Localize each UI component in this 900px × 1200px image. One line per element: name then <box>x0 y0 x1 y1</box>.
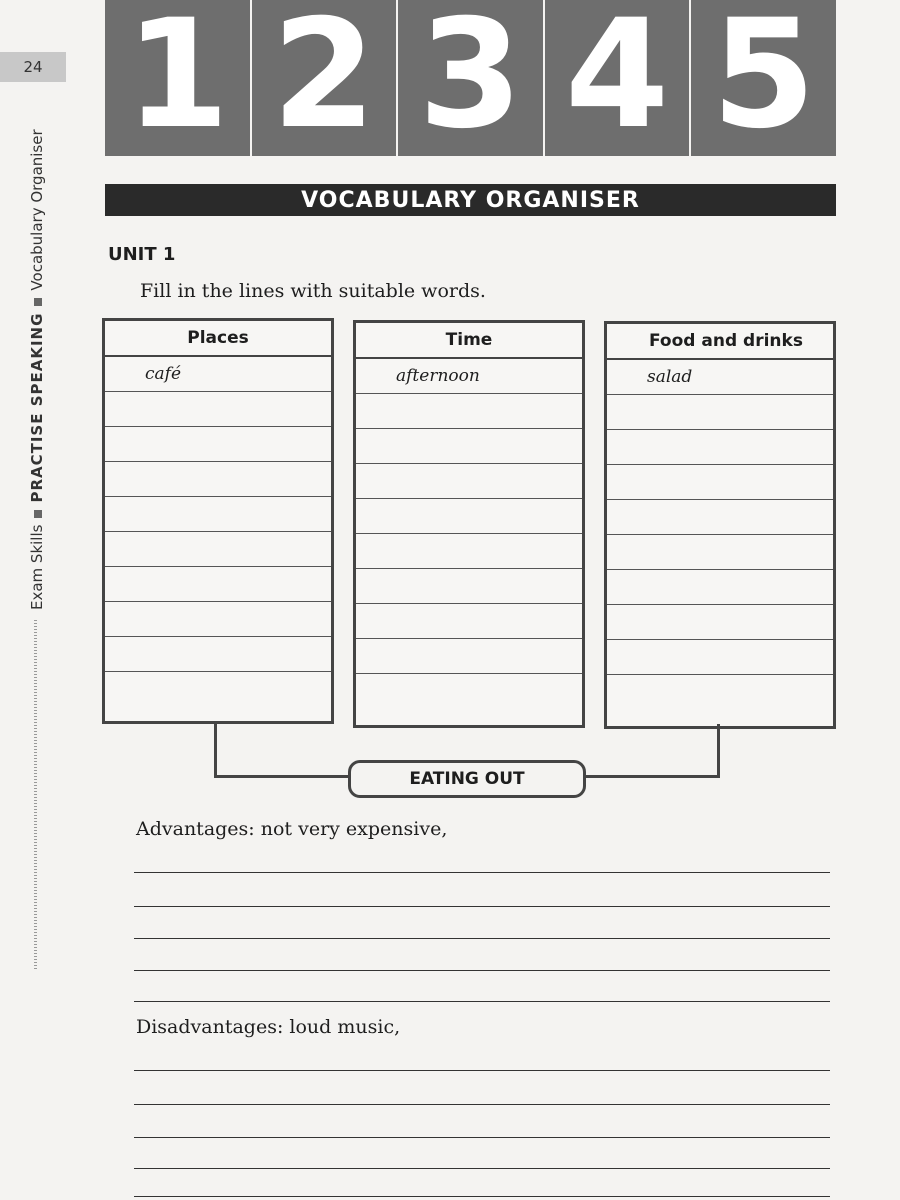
side-header-practise-speaking: PRACTISE SPEAKING <box>28 312 46 503</box>
answer-line[interactable] <box>356 674 582 709</box>
side-running-header <box>28 129 46 610</box>
answer-line[interactable] <box>356 464 582 499</box>
answer-line[interactable] <box>105 532 331 567</box>
answer-line[interactable]: café <box>105 357 331 392</box>
square-bullet-icon <box>34 510 42 518</box>
answer-line[interactable] <box>105 427 331 462</box>
column-header-food-and-drinks: Food and drinks <box>607 324 833 360</box>
answer-line[interactable] <box>607 395 833 430</box>
answer-line[interactable] <box>105 392 331 427</box>
answer-line[interactable] <box>356 429 582 464</box>
answer-line[interactable] <box>607 640 833 675</box>
center-topic-box: EATING OUT <box>348 760 586 798</box>
section-title: VOCABULARY ORGANISER <box>105 184 836 216</box>
answer-line[interactable] <box>105 602 331 637</box>
answer-line[interactable] <box>607 430 833 465</box>
answer-line[interactable] <box>105 462 331 497</box>
side-dotted-line <box>34 620 37 970</box>
answer-line[interactable] <box>356 394 582 429</box>
instruction-text: Fill in the lines with suitable words. <box>140 280 486 302</box>
unit-number-5: 5 <box>711 0 816 162</box>
square-bullet-icon <box>34 298 42 306</box>
side-header-vocabulary-organiser: Vocabulary Organiser <box>28 129 46 291</box>
unit-number-1: 1 <box>105 0 252 156</box>
writing-line[interactable] <box>134 1104 830 1105</box>
column-header-time: Time <box>356 323 582 359</box>
disadvantages-prompt: Disadvantages: loud music, <box>136 1016 401 1038</box>
answer-line[interactable] <box>607 675 833 710</box>
writing-line[interactable] <box>134 1001 830 1002</box>
writing-line[interactable] <box>134 970 830 971</box>
answer-line[interactable]: afternoon <box>356 359 582 394</box>
writing-line[interactable] <box>134 1196 830 1197</box>
answer-line[interactable] <box>607 605 833 640</box>
page-number: 24 <box>0 52 66 82</box>
column-food-and-drinks <box>604 321 836 729</box>
writing-line[interactable] <box>134 872 830 873</box>
unit-heading: UNIT 1 <box>108 244 176 265</box>
answer-line[interactable] <box>105 672 331 707</box>
writing-line[interactable] <box>134 1168 830 1169</box>
answer-line[interactable] <box>356 499 582 534</box>
column-places <box>102 318 334 724</box>
unit-number-4: 4 <box>545 0 692 156</box>
answer-line[interactable] <box>105 637 331 672</box>
answer-line[interactable] <box>105 567 331 602</box>
answer-line[interactable] <box>356 604 582 639</box>
unit-numbers-band <box>105 0 836 162</box>
writing-line[interactable] <box>134 1137 830 1138</box>
answer-line[interactable]: salad <box>607 360 833 395</box>
answer-line[interactable] <box>356 639 582 674</box>
answer-line[interactable] <box>356 569 582 604</box>
answer-line[interactable] <box>356 534 582 569</box>
answer-line[interactable] <box>607 465 833 500</box>
answer-line[interactable] <box>607 535 833 570</box>
side-header-exam-skills: Exam Skills <box>28 524 46 610</box>
unit-number-3: 3 <box>398 0 545 156</box>
answer-line[interactable] <box>607 500 833 535</box>
column-header-places: Places <box>105 321 331 357</box>
writing-line[interactable] <box>134 906 830 907</box>
advantages-prompt: Advantages: not very expensive, <box>136 818 448 840</box>
column-time <box>353 320 585 728</box>
answer-line[interactable] <box>105 497 331 532</box>
unit-number-2: 2 <box>252 0 399 156</box>
writing-line[interactable] <box>134 938 830 939</box>
writing-line[interactable] <box>134 1070 830 1071</box>
answer-line[interactable] <box>607 570 833 605</box>
